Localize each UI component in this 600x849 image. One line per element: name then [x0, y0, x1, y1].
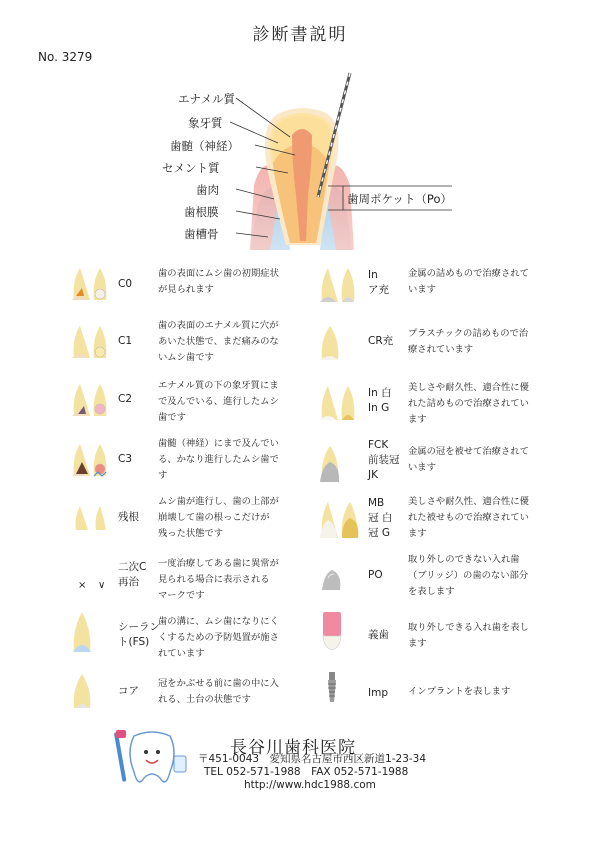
sealant-tooth-icon — [70, 608, 100, 654]
desc-denture: 取り外しできる入れ歯を表し ます — [408, 622, 529, 649]
label-enamel: エナメル質 — [178, 92, 236, 106]
label-periodontal-pocket: 歯周ポケット（Po） — [347, 192, 452, 206]
desc-pontic: 取り外しのできない入れ歯 （ブリッジ）の歯のない部分 を表します — [408, 554, 529, 597]
pontic-icon — [318, 566, 348, 596]
code-implant: Imp — [368, 687, 388, 699]
label-dentin: 象牙質 — [188, 116, 223, 130]
tooth-mascot-logo — [112, 726, 192, 796]
desc-sealant: 歯の溝に、ムシ歯になりにく くするための予防処置が施さ れています — [158, 616, 279, 659]
desc-c3: 歯髄（神経）にまで及んでい る、かなり進行したムシ歯で す — [158, 438, 279, 481]
ceramic-inlay-icon — [318, 380, 362, 422]
code-metal-inlay: In ア充 — [368, 269, 389, 296]
clinic-phone: TEL 052-571-1988 FAX 052-571-1988 — [204, 766, 409, 778]
label-periodontal-ligament: 歯根膜 — [184, 205, 219, 219]
code-sealant: シーラン ト(FS) — [118, 621, 160, 648]
implant-icon — [318, 668, 348, 708]
code-core: コア — [118, 685, 139, 697]
metal-inlay-icon — [318, 262, 362, 304]
code-composite-resin: CR充 — [368, 335, 394, 347]
code-denture: 義歯 — [368, 629, 389, 641]
document-number: No. 3279 — [38, 50, 93, 64]
clinic-name: 長谷川歯科医院 — [230, 738, 356, 758]
desc-composite-resin: プラスチックの詰めもので治 療されています — [408, 328, 529, 355]
desc-c2: エナメル質の下の象牙質にま で及んでいる、進行したムシ 歯です — [158, 380, 279, 423]
desc-secondary-caries: 一度治療してある歯に異常が 見られる場合に表示される マークです — [158, 558, 279, 601]
clinic-address: 〒451-0043 愛知県名古屋市西区新道1-23-34 — [198, 753, 427, 765]
page-title: 診断書説明 — [252, 25, 348, 45]
desc-metal-inlay: 金属の詰めもので治療されて います — [408, 268, 529, 295]
tooth-c3-icon — [70, 438, 114, 478]
label-alveolar-bone: 歯槽骨 — [184, 227, 219, 241]
core-tooth-icon — [70, 670, 100, 710]
desc-core: 冠をかぶせる前に歯の中に入 れる、土台の状態です — [158, 678, 279, 705]
porcelain-crown-icon — [318, 496, 364, 540]
desc-implant: インプラントを表します — [408, 686, 511, 697]
label-cementum: セメント質 — [162, 161, 220, 175]
code-c1: C1 — [118, 335, 133, 347]
label-gingiva: 歯肉 — [196, 183, 219, 197]
code-c2: C2 — [118, 393, 133, 405]
residual-root-icon — [70, 496, 114, 536]
code-c0: C0 — [118, 278, 133, 290]
tooth-c1-icon — [70, 320, 114, 360]
composite-resin-icon — [318, 320, 348, 362]
metal-crown-icon — [318, 440, 348, 484]
cross-mark-icon: × — [78, 580, 87, 591]
tooth-c2-icon — [70, 378, 114, 418]
tooth-c0-icon — [70, 262, 114, 302]
code-metal-crown: FCK 前装冠 JK — [368, 439, 400, 481]
desc-residual-root: ムシ歯が進行し、歯の上部が 崩壊して歯の根っこだけが 残った状態です — [158, 496, 279, 539]
desc-metal-crown: 金属の冠を被せて治療されて います — [408, 446, 529, 473]
desc-c0: 歯の表面にムシ歯の初期症状 が見られます — [158, 268, 279, 295]
code-pontic: PO — [368, 569, 383, 581]
desc-c1: 歯の表面のエナメル質に穴が あいた状態で、まだ痛みのな いムシ歯です — [158, 320, 279, 363]
denture-icon — [318, 608, 348, 652]
desc-porcelain-crown: 美しさや耐久性、適合性に優 れた被せもので治療されてい ます — [408, 496, 529, 539]
desc-ceramic-inlay: 美しさや耐久性、適合性に優 れた詰めもので治療されてい ます — [408, 382, 529, 425]
code-secondary-caries: 二次C 再治 — [118, 561, 147, 588]
code-ceramic-inlay: In 白 In G — [368, 387, 392, 414]
code-residual-root: 残根 — [118, 511, 139, 523]
check-mark-icon: ∨ — [98, 580, 106, 591]
code-porcelain-crown: MB 冠 白 冠 G — [368, 497, 393, 539]
clinic-website-link[interactable]: http://www.hdc1988.com — [244, 779, 376, 791]
code-c3: C3 — [118, 453, 133, 465]
label-pulp: 歯髄（神経） — [170, 139, 239, 153]
